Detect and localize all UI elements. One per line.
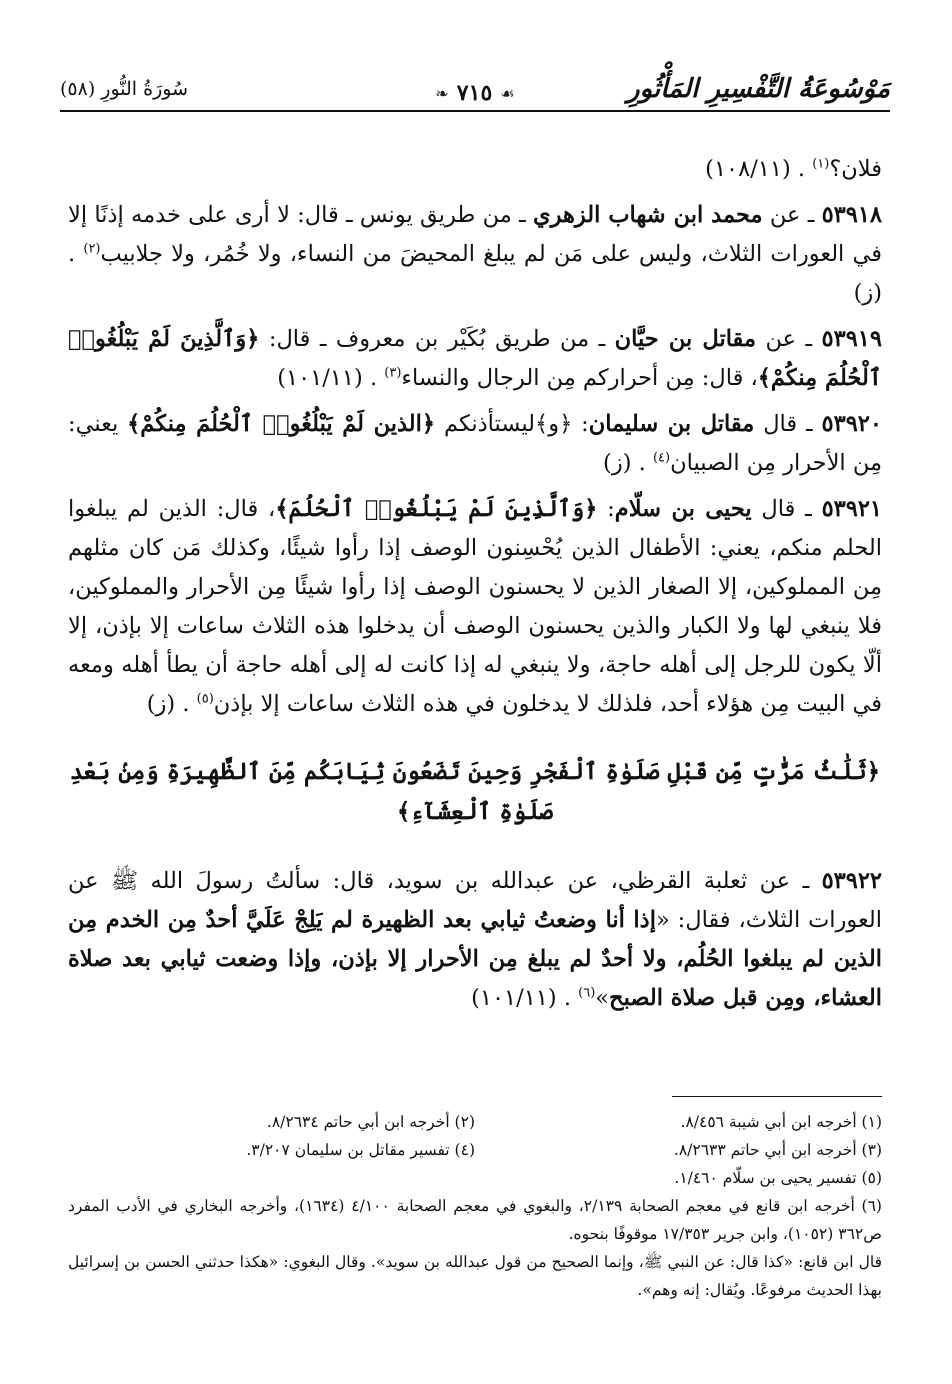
text: ـ عن ثعلبة القرظي، عن عبدالله بن سويد، قال: سألتُ رسولَ الله ﷺ عن العورات الثلاث، فقال: « bbox=[68, 868, 883, 933]
surah-label: سُورَةُ النُّورِ (٥٨) bbox=[60, 78, 188, 100]
footnote: (٦) أخرجه ابن قانع في معجم الصحابة ٢/١٣٩، والبغوي في معجم الصحابة ٤/١٠٠ (١٦٣٤)، وأخرجه البخاري في الأدب المفرد ص٣٦٢ (١٠٥٢)، وابن جرير ١٧/٣٥٣ موقوفًا بنحوه. bbox=[68, 1197, 882, 1243]
footnote-marker: (٦) bbox=[578, 985, 596, 1001]
footnote-divider bbox=[672, 1096, 882, 1097]
text: ـ عن bbox=[756, 326, 822, 352]
text: ـ من طريق يونس ـ قال: لا أرى على خدمه إذنًا إلا في العورات الثلاث، وليس على مَن لم يبلغ المحيضَ من النساء، ولا خُمُر، ولا جلابيب bbox=[68, 202, 882, 267]
text: : bbox=[597, 496, 615, 522]
hadith-number: ٥٣٩٢٢ bbox=[821, 868, 882, 894]
verse-heading: ﴿ثَلَٰثُ مَرَّٰتٍ مِّن قَبْلِ صَلَوٰةِ ٱلْفَجْرِ وَحِينَ تَضَعُونَ ثِيَابَكُم مِّنَ ٱلظَّهِيرَةِ وَمِنۢ بَعْدِ صَلَوٰةِ ٱلْعِشَآءِ﴾ bbox=[69, 758, 881, 825]
page-number: ٧١٥ bbox=[456, 80, 493, 106]
narrator-name: مقاتل بن سليمان bbox=[588, 411, 755, 437]
hadith-entry bbox=[68, 196, 882, 313]
header-divider bbox=[60, 110, 890, 112]
hadith-entry bbox=[68, 405, 882, 483]
hadith-number: ٥٣٩١٨ bbox=[821, 202, 883, 228]
text: : ﴿و﴾ليستأذنكم bbox=[435, 411, 589, 437]
narrator-name: مقاتل بن حيَّان bbox=[614, 326, 756, 352]
footnote-marker: (٥) bbox=[196, 691, 214, 707]
ornament-icon: ❧ bbox=[435, 83, 449, 103]
footnote: (٣) أخرجه ابن أبي حاتم ٨/٢٦٣٣. bbox=[673, 1141, 882, 1159]
text: ، قال: مِن أحراركم مِن الرجال والنساء bbox=[401, 365, 758, 391]
volume-reference: . (١٠٨/١١) bbox=[705, 156, 813, 182]
text: يعني: مِن الأحرار مِن الصبيان bbox=[68, 411, 882, 476]
paragraph-continuation bbox=[68, 150, 882, 189]
text: » bbox=[595, 985, 610, 1011]
hadith-entry bbox=[68, 490, 882, 724]
prophetic-saying: إذا أنا وضعتُ ثيابي بعد الظهيرة لم يَلِجْ عَلَيَّ أحدٌ مِن الخدم مِن الذين لم يبلغوا الحُلُم، ولا أحدٌ لم يبلغ مِن الأحرار إلا بإذن، وإذا وضعت ثيابي بعد صلاة العشاء، ومِن قبل صلاة الصبح bbox=[68, 907, 882, 1011]
footnote-comment: قال ابن قانع: «كذا قال: عن النبي ﷺ، وإنما الصحيح من قول عبدالله بن سويد». وقال البغوي: «هكذا حدثني الحسن بن إسرائيل بهذا الحديث مرفوعًا. ويُقال: إنه وهم». bbox=[68, 1253, 882, 1299]
quran-quote: ﴿وَٱلَّذِينَ لَمْ يَبْلُغُوا۟ ٱلْحُلُمَ﴾ bbox=[275, 496, 598, 522]
narrator-name: يحيى بن سلّام bbox=[614, 496, 752, 522]
hadith-number: ٥٣٩١٩ bbox=[821, 326, 882, 352]
text: فلان؟ bbox=[829, 156, 882, 182]
volume-reference: . (١٠١/١١) bbox=[471, 985, 579, 1011]
main-text bbox=[68, 150, 882, 1025]
footnotes bbox=[68, 1108, 882, 1304]
text: ـ من طريق بُكَيْر بن معروف ـ قال: bbox=[259, 326, 615, 352]
text: ـ قال bbox=[754, 411, 822, 437]
text: . (ز) bbox=[603, 450, 653, 476]
footnote-marker: (٣) bbox=[384, 365, 402, 381]
quran-quote: ﴿الذين لَمْ يَبْلُغُوا۟ ٱلْحُلُمَ مِنكُمْ﴾ bbox=[127, 411, 436, 437]
hadith-entry bbox=[68, 862, 882, 1018]
footnote-row bbox=[68, 1108, 882, 1136]
hadith-number: ٥٣٩٢١ bbox=[821, 496, 882, 522]
hadith-number: ٥٣٩٢٠ bbox=[821, 411, 882, 437]
quran-quote: ﴿وَٱلَّذِينَ لَمْ يَبْلُغُوا۟ ٱلْحُلُمَ مِنكُمْ﴾ bbox=[68, 326, 882, 391]
text: . (ز) bbox=[146, 691, 197, 717]
text: ، قال: الذين لم يبلغوا الحلم منكم، يعني: الأطفال الذين يُحْسِنون الوصف إذا رأوا شيئًا، وكذلك مَن كان مثلهم مِن المملوكين، إلا الصغار الذين لا يحسنون الوصف إذا رأوا شيئًا مِن الأحرار والمملوكين، فلا ينبغي لها ولا الكبار والذين يحسنون الوصف أن يدخلوا هذه الثلاث ساعات إلا بإذن، إلا ألّا يكون للرجل إلى أهله حاجة، ولا ينبغي له إذا كانت له إلى أهله حاجة أن يطأ أهله ومعه في البيت مِن هؤلاء أحد، فلذلك لا يدخلون في هذه الثلاث ساعات إلا بإذن bbox=[68, 496, 882, 717]
text: ـ عن bbox=[762, 202, 822, 228]
footnote: (١) أخرجه ابن أبي شيبة ٨/٤٥٦. bbox=[680, 1113, 882, 1131]
footnote-row bbox=[68, 1136, 882, 1164]
hadith-entry bbox=[68, 320, 882, 398]
footnote: (٥) تفسير يحيى بن سلّام ١/٤٦٠. bbox=[674, 1169, 882, 1187]
book-title: مَوْسُوعَةُ التَّفْسِيرِ المَأْثُورِ bbox=[627, 74, 890, 104]
footnote: (٤) تفسير مقاتل بن سليمان ٣/٢٠٧. bbox=[246, 1141, 475, 1159]
volume-reference: . (١٠١/١١) bbox=[277, 365, 385, 391]
footnote-marker: (١) bbox=[812, 156, 830, 172]
text: ـ قال bbox=[751, 496, 822, 522]
footnote: (٢) أخرجه ابن أبي حاتم ٨/٢٦٣٤. bbox=[266, 1113, 475, 1131]
footnote-marker: (٤) bbox=[652, 450, 671, 466]
narrator-name: محمد ابن شهاب الزهري bbox=[532, 202, 763, 228]
page-number-block bbox=[435, 80, 514, 106]
text: . (ز) bbox=[68, 241, 882, 306]
page-header bbox=[60, 70, 890, 120]
footnote-marker: (٢) bbox=[83, 241, 101, 257]
ornament-icon: ☙ bbox=[500, 83, 515, 103]
